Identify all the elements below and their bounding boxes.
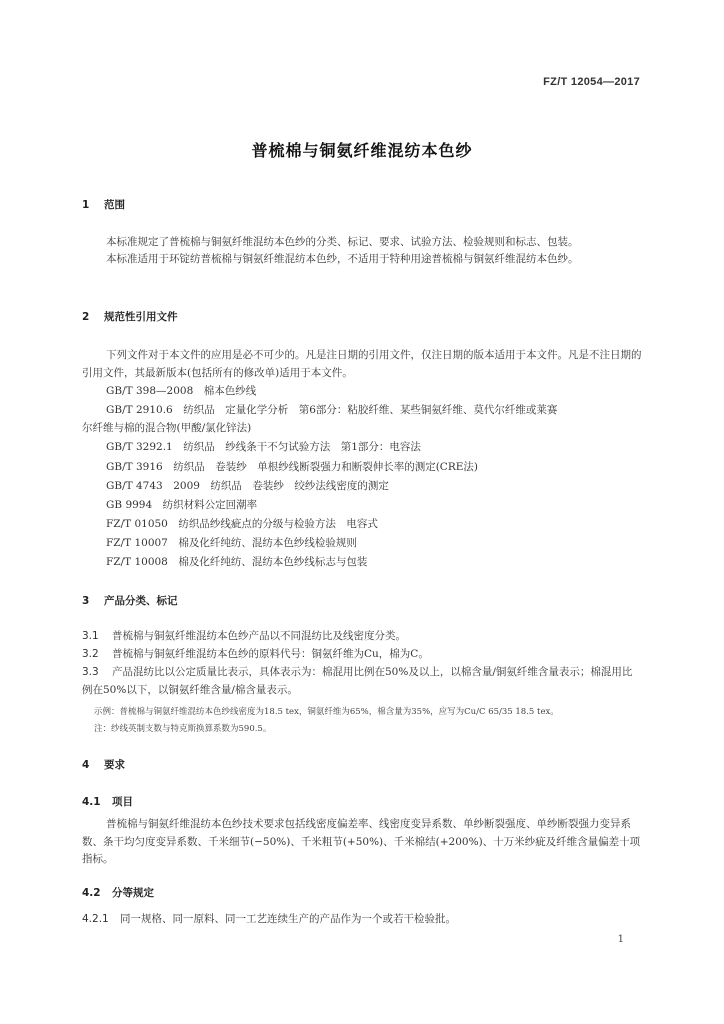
section-number: 2 <box>82 311 90 323</box>
section-4-heading <box>82 757 125 772</box>
example-note: 示例：普梳棉与铜氨纤维混纺本色纱线密度为18.5 tex，铜氨纤维为65%，棉含量为35%，应写为Cu/C 65/35 18.5 tex。 <box>94 707 559 717</box>
reference-item: GB/T 3916 纺织品 卷装纱 单根纱线断裂强力和断裂伸长率的测定(CRE法) <box>106 461 479 473</box>
section-title: 要求 <box>104 759 125 771</box>
section-number: 4.2 <box>82 887 101 899</box>
footnote: 注：纱线英制支数与特克斯换算系数为590.5。 <box>94 724 272 734</box>
reference-item: GB 9994 纺织材料公定回潮率 <box>106 499 258 511</box>
standard-code: FZ/T 12054—2017 <box>543 76 640 88</box>
document-title: 普梳棉与铜氨纤维混纺本色纱 <box>251 141 473 160</box>
section-1-heading <box>82 197 125 212</box>
section-2-heading <box>82 309 178 324</box>
reference-item: GB/T 398—2008 棉本色纱线 <box>106 385 257 397</box>
section-2-para-1: 下列文件对于本文件的应用是必不可少的。凡是注日期的引用文件，仅注日期的版本适用于本文件。凡是不注日期的引用文件，其最新版本(包括所有的修改单)适用于本文件。 <box>82 349 642 379</box>
section-number: 3 <box>82 595 90 607</box>
clause-3-1 <box>82 628 642 646</box>
reference-item-continued: 尔纤维与棉的混合物(甲酸/氯化锌法) <box>82 422 252 434</box>
section-3-heading <box>82 593 178 608</box>
clause-number: 3.1 <box>82 630 99 642</box>
clause-text: 产品混纺比以公定质量比表示，具体表示为：棉混用比例在50%及以上，以棉含量/铜氨纤维含量表示；棉混用比例在50%以下，以铜氨纤维含量/棉含量表示。 <box>82 666 633 696</box>
clause-text: 同一规格、同一原料、同一工艺连续生产的产品作为一个或若干检验批。 <box>120 913 456 925</box>
section-title: 范围 <box>104 199 125 211</box>
section-number: 4.1 <box>82 796 101 808</box>
section-title: 项目 <box>112 796 133 808</box>
clause-3-2 <box>82 646 642 664</box>
section-title: 规范性引用文件 <box>104 311 178 323</box>
section-1-para-2: 本标准适用于环锭纺普梳棉与铜氨纤维混纺本色纱，不适用于特种用途普梳棉与铜氨纤维混纺本色纱。 <box>106 253 579 265</box>
section-title: 产品分类、标记 <box>104 595 178 607</box>
clause-number: 4.2.1 <box>82 913 109 925</box>
clause-text: 普梳棉与铜氨纤维混纺本色纱产品以不同混纺比及线密度分类。 <box>112 630 406 642</box>
reference-item: GB/T 4743 2009 纺织品 卷装纱 绞纱法线密度的测定 <box>106 480 389 492</box>
clause-text: 普梳棉与铜氨纤维混纺本色纱的原料代号：铜氨纤维为Cu，棉为C。 <box>112 648 429 660</box>
reference-item: FZ/T 10008 棉及化纤纯纺、混纺本色纱线标志与包装 <box>106 556 368 568</box>
section-1-para-1: 本标准规定了普梳棉与铜氨纤维混纺本色纱的分类、标记、要求、试验方法、检验规则和标志、包装。 <box>106 236 579 248</box>
section-number: 1 <box>82 199 90 211</box>
clause-4-2-1 <box>82 911 642 929</box>
section-4-1-heading <box>82 794 133 809</box>
reference-item: GB/T 2910.6 纺织品 定量化学分析 第6部分：粘胶纤维、某些铜氨纤维、莫代尔纤维或莱赛 <box>106 404 558 416</box>
reference-item: GB/T 3292.1 纺织品 纱线条干不匀试验方法 第1部分：电容法 <box>106 441 421 453</box>
section-4-1-para: 普梳棉与铜氨纤维混纺本色纱技术要求包括线密度偏差率、线密度变异系数、单纱断裂强度、单纱断裂强力变异系数、条干均匀度变异系数、千米细节(−50%)、千米粗节(+50%)、千米棉结(+200%)、十万米纱疵及纤维含量偏差十项指标。 <box>82 818 641 865</box>
reference-item: FZ/T 10007 棉及化纤纯纺、混纺本色纱线检验规则 <box>106 537 357 549</box>
clause-3-3 <box>82 664 642 699</box>
section-title: 分等规定 <box>112 887 154 899</box>
section-4-2-heading <box>82 885 154 900</box>
clause-number: 3.2 <box>82 648 99 660</box>
clause-number: 3.3 <box>82 666 99 678</box>
section-number: 4 <box>82 759 90 771</box>
reference-item: FZ/T 01050 纺织品纱线疵点的分级与检验方法 电容式 <box>106 518 378 530</box>
page-number: 1 <box>617 934 624 945</box>
